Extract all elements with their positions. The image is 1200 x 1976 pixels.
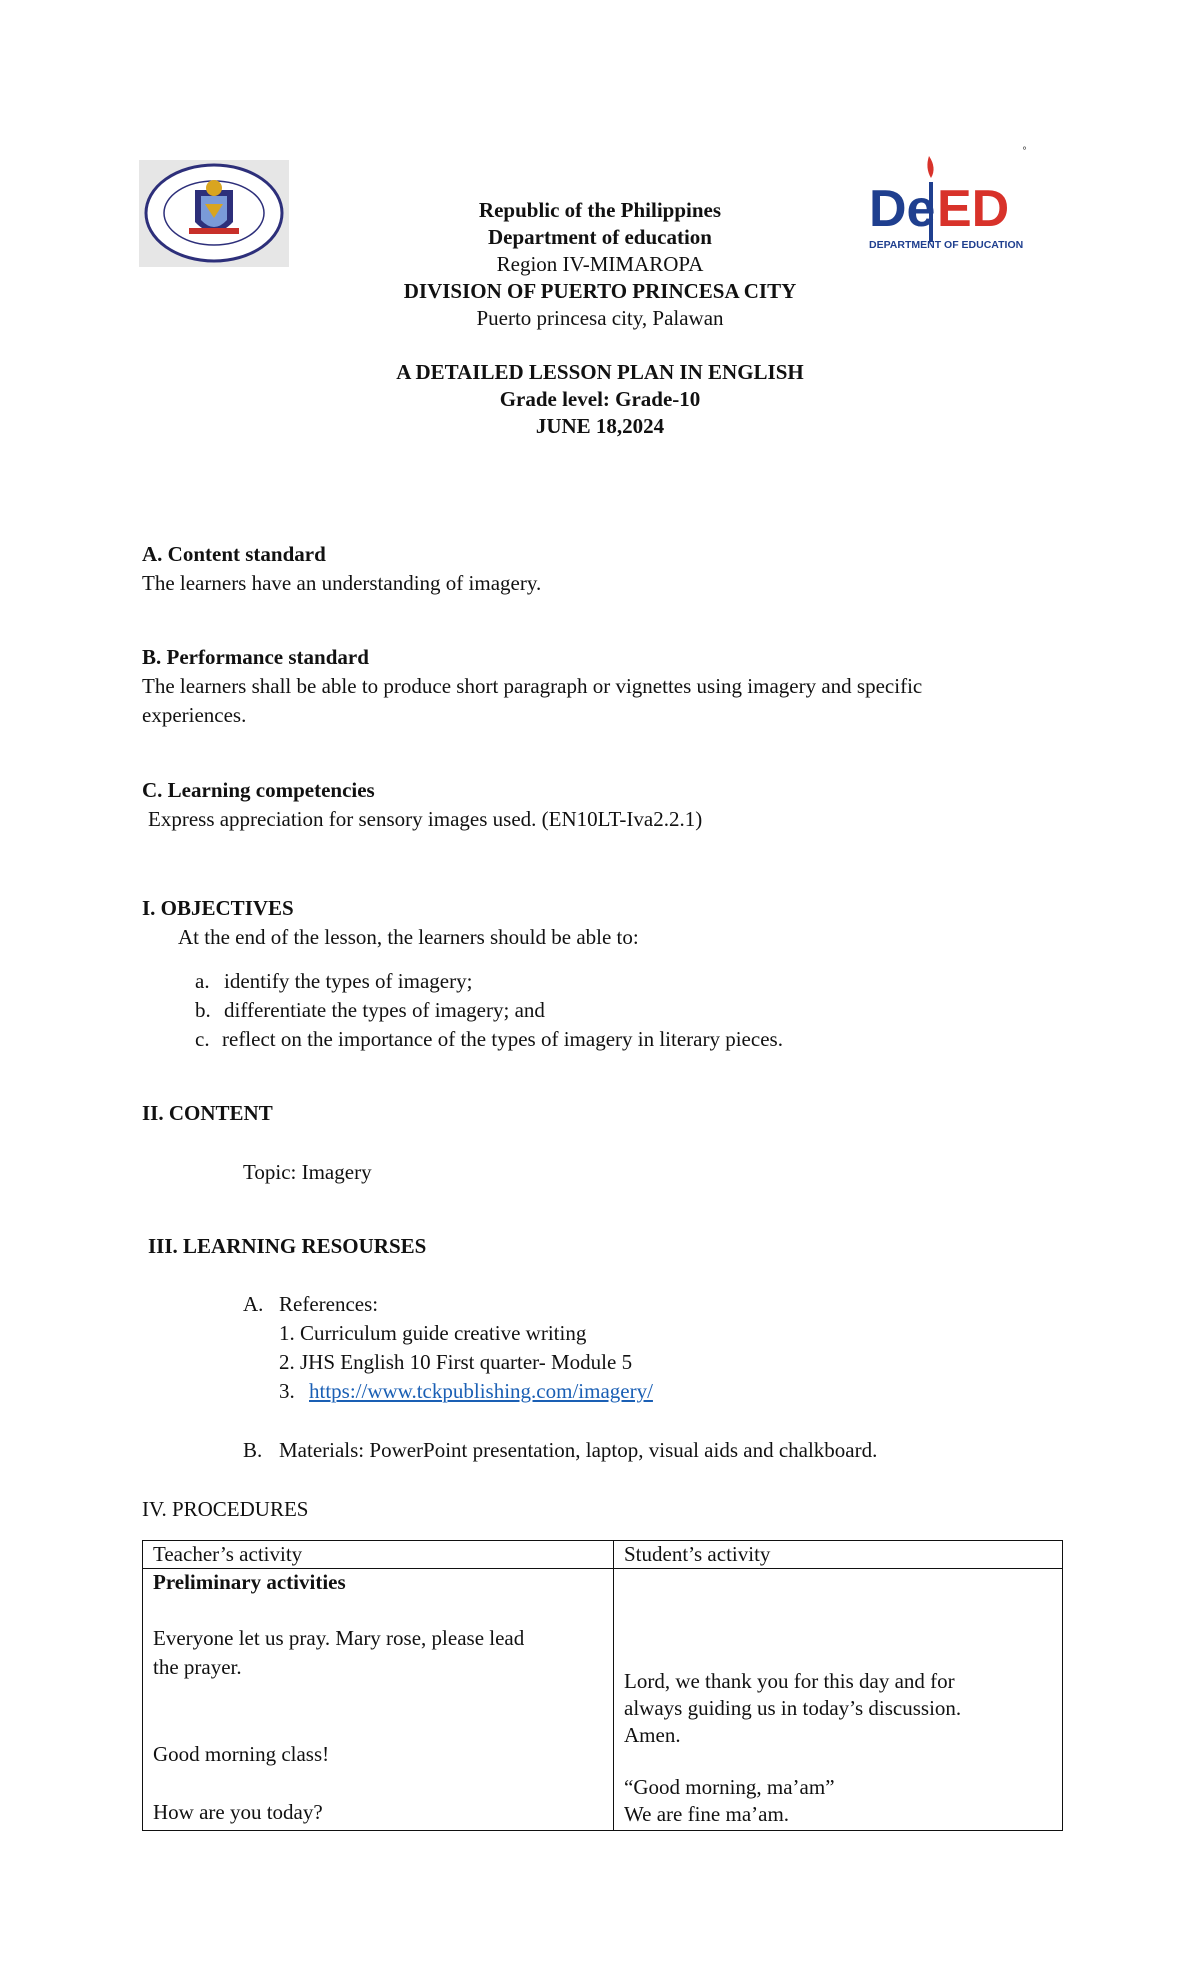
objective-item-b: differentiate the types of imagery; and bbox=[224, 998, 545, 1022]
table-header-row bbox=[143, 1541, 1063, 1569]
student-prayer-line-3: Amen. bbox=[624, 1723, 681, 1747]
objective-marker-c: c. bbox=[195, 1027, 210, 1051]
header-division: DIVISION OF PUERTO PRINCESA CITY bbox=[403, 279, 797, 303]
reference-item-3-marker: 3. bbox=[279, 1379, 295, 1403]
objective-marker-a: a. bbox=[195, 969, 210, 993]
objective-item-a: identify the types of imagery; bbox=[224, 969, 473, 993]
header-department: Department of education bbox=[488, 225, 712, 249]
content-topic: Topic: Imagery bbox=[243, 1160, 372, 1184]
student-prayer-line-2: always guiding us in today’s discussion. bbox=[624, 1696, 962, 1720]
deped-logo-text-left: De bbox=[869, 180, 936, 238]
teacher-activity-cell bbox=[143, 1569, 614, 1831]
student-reply: We are fine ma’am. bbox=[624, 1802, 790, 1826]
header-republic: Republic of the Philippines bbox=[478, 198, 722, 222]
teacher-greeting: Good morning class! bbox=[153, 1742, 330, 1766]
header-region: Region IV-MIMAROPA bbox=[496, 252, 704, 276]
teacher-activity-header: Teacher’s activity bbox=[143, 1541, 614, 1569]
content-heading: II. CONTENT bbox=[142, 1101, 273, 1125]
references-marker: A. bbox=[243, 1292, 264, 1316]
objective-item-c: reflect on the importance of the types of imagery in literary pieces. bbox=[222, 1027, 783, 1051]
materials-marker: B. bbox=[243, 1438, 263, 1462]
teacher-pray-line-1: Everyone let us pray. Mary rose, please lead bbox=[153, 1626, 525, 1650]
reference-link[interactable]: https://www.tckpublishing.com/imagery/ bbox=[309, 1379, 653, 1403]
student-activity-header: Student’s activity bbox=[614, 1541, 1063, 1569]
references-label: References: bbox=[279, 1292, 379, 1316]
content-standard-heading: A. Content standard bbox=[142, 542, 326, 566]
procedures-table bbox=[142, 1540, 1063, 1831]
header-city: Puerto princesa city, Palawan bbox=[476, 306, 724, 330]
objectives-intro: At the end of the lesson, the learners should be able to: bbox=[178, 925, 639, 949]
grade-level: Grade level: Grade-10 bbox=[499, 387, 701, 411]
resources-heading: III. LEARNING RESOURSES bbox=[148, 1234, 427, 1258]
learning-competencies-heading: C. Learning competencies bbox=[142, 778, 375, 802]
performance-standard-text-1: The learners shall be able to produce short paragraph or vignettes using imagery and specific bbox=[142, 674, 923, 698]
materials-text: Materials: PowerPoint presentation, laptop, visual aids and chalkboard. bbox=[279, 1438, 878, 1462]
deped-logo-text-right: ED bbox=[937, 180, 1010, 238]
preliminary-activities: Preliminary activities bbox=[153, 1570, 346, 1594]
procedures-heading: IV. PROCEDURES bbox=[142, 1497, 309, 1521]
student-greeting: “Good morning, ma’am” bbox=[624, 1775, 835, 1799]
teacher-pray-line-2: the prayer. bbox=[153, 1655, 242, 1679]
student-activity-cell bbox=[614, 1569, 1063, 1831]
lesson-date: JUNE 18,2024 bbox=[535, 414, 665, 438]
objective-marker-b: b. bbox=[195, 998, 211, 1022]
content-standard-text: The learners have an understanding of imagery. bbox=[142, 571, 542, 595]
performance-standard-heading: B. Performance standard bbox=[142, 645, 369, 669]
teacher-question: How are you today? bbox=[153, 1800, 323, 1824]
performance-standard-text-2: experiences. bbox=[142, 703, 247, 727]
student-prayer-line-1: Lord, we thank you for this day and for bbox=[624, 1669, 955, 1693]
corner-mark: ° bbox=[1022, 146, 1027, 157]
reference-item-1: 1. Curriculum guide creative writing bbox=[279, 1321, 587, 1345]
reference-item-2: 2. JHS English 10 First quarter- Module 5 bbox=[279, 1350, 633, 1374]
lesson-plan-title: A DETAILED LESSON PLAN IN ENGLISH bbox=[396, 360, 804, 384]
deped-logo-subtitle: DEPARTMENT OF EDUCATION bbox=[869, 239, 1023, 251]
objectives-heading: I. OBJECTIVES bbox=[142, 896, 294, 920]
table-row bbox=[143, 1569, 1063, 1831]
learning-competencies-text: Express appreciation for sensory images used. (EN10LT-Iva2.2.1) bbox=[148, 807, 703, 831]
